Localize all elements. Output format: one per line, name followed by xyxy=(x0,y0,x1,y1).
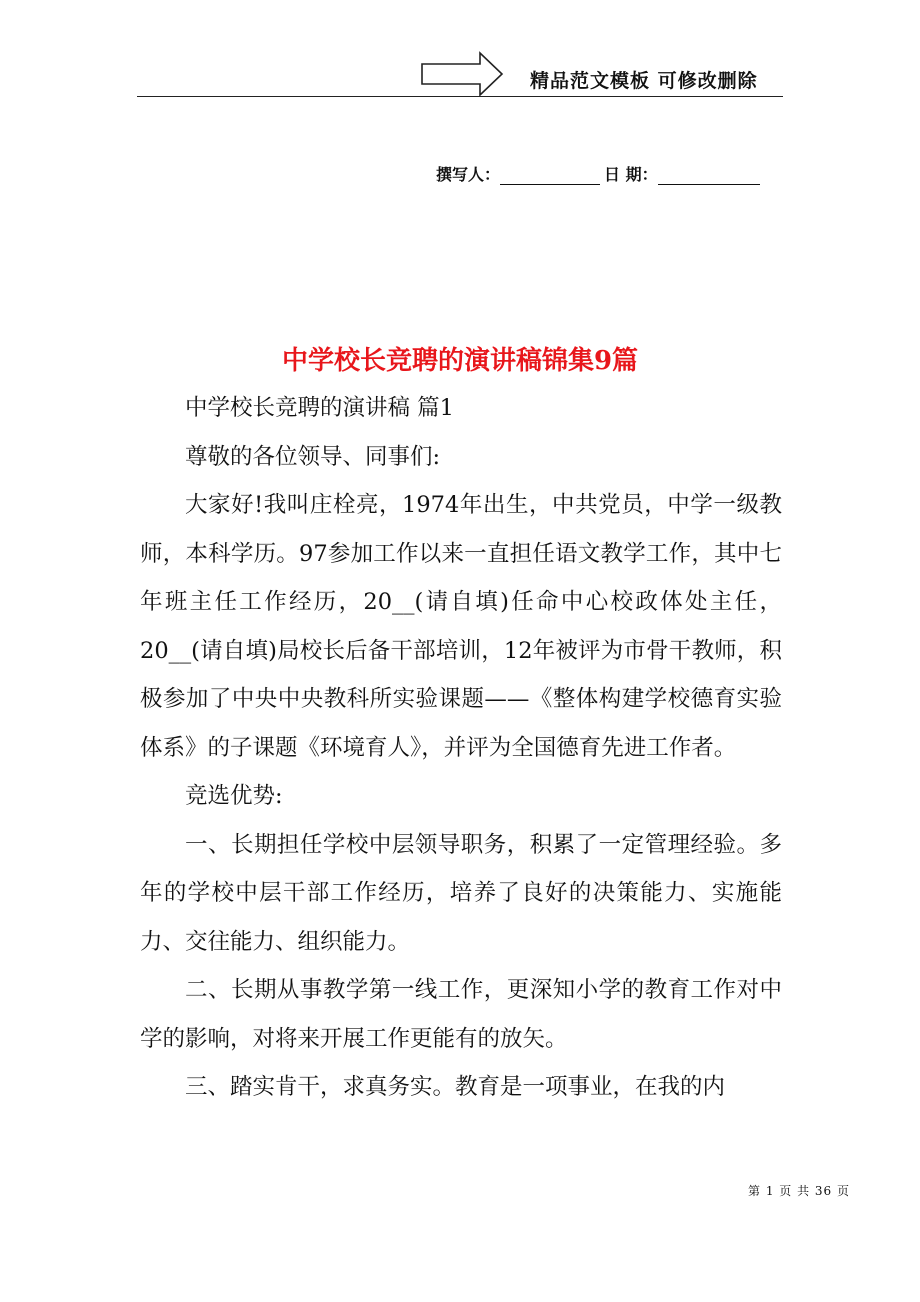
document-title: 中学校长竞聘的演讲稿锦集9篇 xyxy=(281,346,639,376)
author-blank xyxy=(500,166,600,185)
section-heading: 中学校长竞聘的演讲稿 篇1 xyxy=(185,395,454,421)
paragraph: 一、长期担任学校中层领导职务，积累了一定管理经验。多年的学校中层干部工作经历，培养了良好的决策能力、实施能力、交往能力、组织能力。 xyxy=(140,831,782,955)
paragraph: 大家好!我叫庄栓亮，1974年出生，中共党员，中学一级教师，本科学历。97参加工作以来一直担任语文教学工作，其中七年班主任工作经历，20__(请自填)任命中心校政体处主任，20__(请自填)局校长后备干部培训，12年被评为市骨干教师，积极参加了中央中央教科所实验课题——《整体构建学校德育实验体系》的子课题《环境育人》，并评为全国德育先进工作者。 xyxy=(140,492,782,761)
header-divider xyxy=(137,96,783,97)
document-body xyxy=(140,384,782,1112)
salutation: 尊敬的各位领导、同事们: xyxy=(185,443,441,470)
arrow-icon xyxy=(420,50,506,98)
date-label: 日 期： xyxy=(604,165,658,184)
header-label: 精品范文模板 可修改删除 xyxy=(530,70,758,92)
author-date-line xyxy=(436,162,760,185)
paragraph: 竞选优势: xyxy=(185,783,283,809)
date-blank xyxy=(658,166,760,185)
paragraph: 二、长期从事教学第一线工作，更深知小学的教育工作对中学的影响，对将来开展工作更能有的放矢。 xyxy=(140,977,782,1052)
paragraph: 三、踏实肯干，求真务实。教育是一项事业，在我的内 xyxy=(185,1074,726,1100)
author-label: 撰写人： xyxy=(436,165,501,184)
page-number: 第 1 页 共 36 页 xyxy=(748,1184,850,1198)
